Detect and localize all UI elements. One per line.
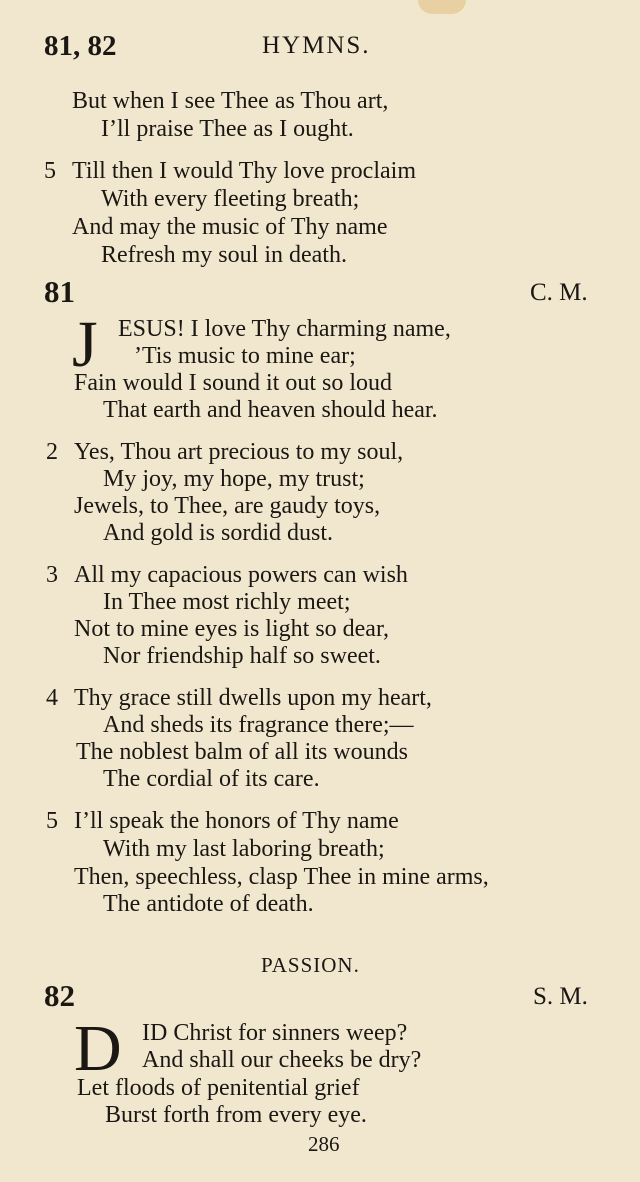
stanza-number: 3 [46,562,58,588]
verse-line: Not to mine eyes is light so dear, [74,616,389,642]
verse-line: Burst forth from every eye. [105,1102,367,1128]
verse-line: Nor friendship half so sweet. [103,643,381,669]
verse-line: Thy grace still dwells upon my heart, [74,685,432,711]
verse-line: Till then I would Thy love proclaim [72,158,416,184]
verse-line: I’ll speak the honors of Thy name [74,808,399,834]
verse-line: Then, speechless, clasp Thee in mine arms, [74,864,489,890]
header-title: HYMNS. [262,32,371,59]
verse-line: Refresh my soul in death. [101,242,347,268]
hymn-meter: C. M. [530,279,588,306]
drop-cap: D [74,1012,122,1085]
verse-line: The antidote of death. [103,891,314,917]
verse-line: With every fleeting breath; [101,186,360,212]
drop-cap: J [72,308,98,381]
verse-line: Let floods of penitential grief [77,1075,360,1101]
header-hymn-numbers: 81, 82 [44,30,117,62]
verse-line: But when I see Thee as Thou art, [72,88,389,114]
verse-line: Yes, Thou art precious to my soul, [74,439,404,465]
verse-line: And may the music of Thy name [72,214,388,240]
section-heading: PASSION. [261,953,360,977]
verse-line: Jewels, to Thee, are gaudy toys, [74,493,381,519]
hymn-number: 81 [44,274,75,309]
page-stain [418,0,466,14]
verse-line: That earth and heaven should hear. [103,397,438,423]
stanza-number: 5 [44,158,56,184]
page-number: 286 [308,1132,340,1156]
verse-line: The noblest balm of all its wounds [76,739,408,765]
stanza-number: 2 [46,439,58,465]
verse-line: ESUS! I love Thy charming name, [118,316,451,342]
verse-line: I’ll praise Thee as I ought. [101,116,354,142]
verse-line: ’Tis music to mine ear; [134,343,356,369]
stanza-number: 5 [46,808,58,834]
verse-line: Fain would I sound it out so loud [74,370,393,396]
verse-line: And shall our cheeks be dry? [142,1047,422,1073]
verse-line: In Thee most richly meet; [103,589,351,615]
stanza-number: 4 [46,685,58,711]
verse-line: The cordial of its care. [103,766,320,792]
verse-line: ID Christ for sinners weep? [142,1020,408,1046]
verse-line: All my capacious powers can wish [74,562,408,588]
verse-line: And gold is sordid dust. [103,520,334,546]
hymn-number: 82 [44,978,75,1013]
hymn-meter: S. M. [533,983,588,1010]
verse-line: With my last laboring breath; [103,836,385,862]
verse-line: And sheds its fragrance there;— [103,712,414,738]
verse-line: My joy, my hope, my trust; [103,466,365,492]
